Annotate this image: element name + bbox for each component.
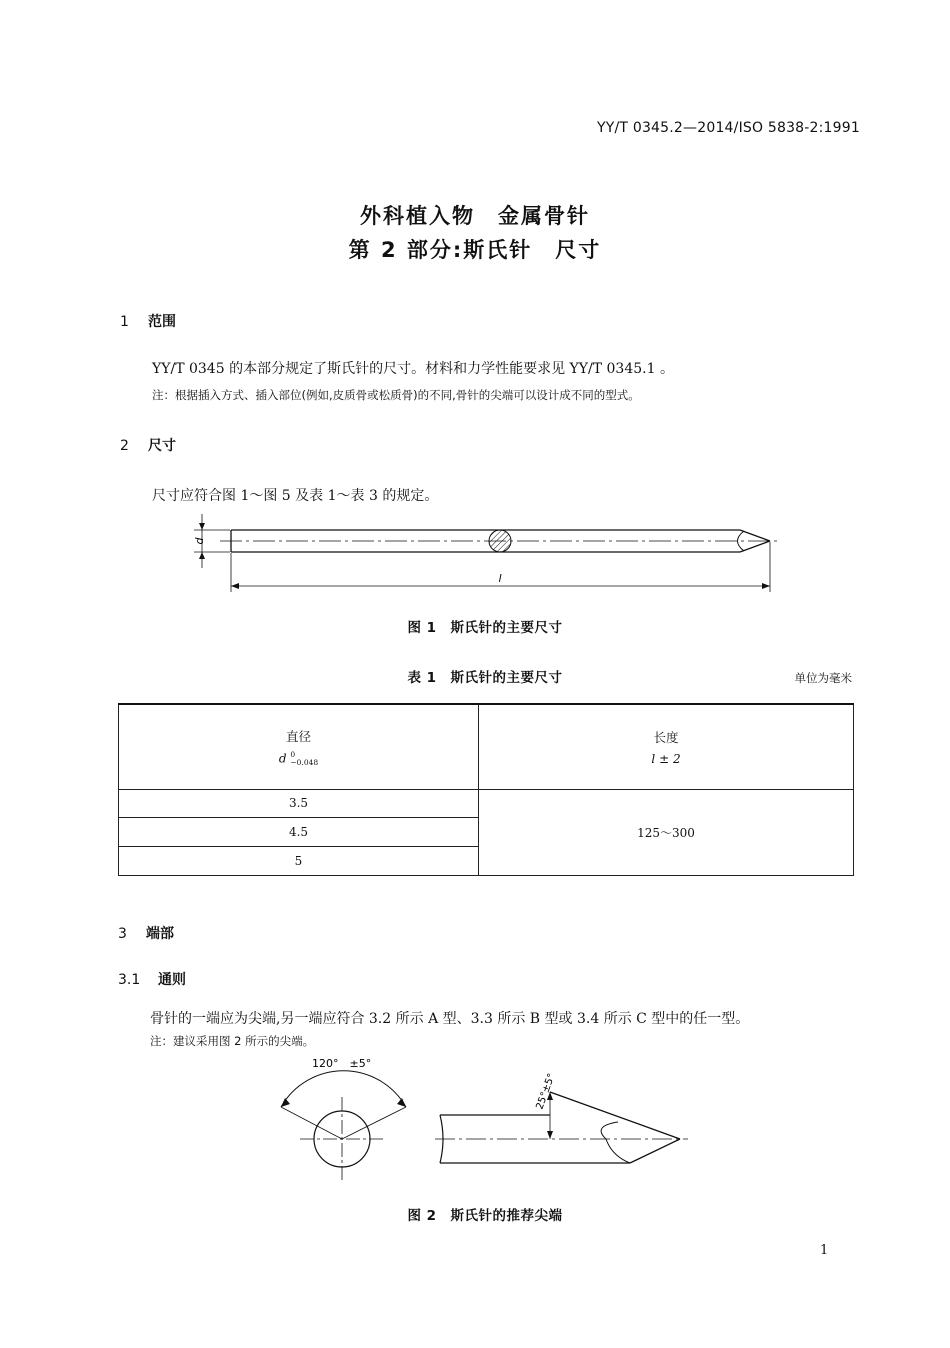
section-2-paragraph: 尺寸应符合图 1～图 5 及表 1～表 3 的规定。 <box>152 488 439 504</box>
section-title: 范围 <box>148 314 176 330</box>
section-number: 2 <box>120 438 129 454</box>
section-1-note: 注：根据插入方式、插入部位(例如,皮质骨或松质骨)的不同,骨针的尖端可以设计成不同的型式。 <box>152 388 640 402</box>
section-3-1-note: 注：建议采用图 2 所示的尖端。 <box>150 1034 315 1048</box>
diameter-header-label: 直径 <box>285 728 311 744</box>
section-1-heading <box>120 311 176 331</box>
section-2-heading <box>120 435 176 455</box>
section-3-1-paragraph: 骨针的一端应为尖端,另一端应符合 3.2 所示 A 型、3.3 所示 B 型或 3.4 所示 C 型中的任一型。 <box>150 1011 750 1027</box>
table-unit: 单位为毫米 <box>794 671 852 685</box>
length-header-label: 长度 <box>653 729 679 745</box>
section-3-1-heading <box>118 969 186 989</box>
figure-2-drawing <box>270 1050 700 1190</box>
section-1-paragraph: YY/T 0345 的本部分规定了斯氏针的尺寸。材料和力学性能要求见 YY/T 0345.1 。 <box>152 361 674 377</box>
diameter-symbol-d: d <box>278 751 287 766</box>
figure-1-drawing <box>180 512 800 602</box>
length-header <box>479 704 854 789</box>
dimension-d-label: d <box>193 537 206 545</box>
figure-2-caption: 图 2 斯氏针的推荐尖端 <box>407 1208 563 1224</box>
angle-label: 120° ±5° <box>312 1057 372 1070</box>
table-1-caption: 表 1 斯氏针的主要尺寸 <box>407 670 563 686</box>
table-row <box>119 789 854 817</box>
diameter-cell: 5 <box>119 846 479 875</box>
length-range-cell: 125～300 <box>479 789 854 875</box>
section-number: 3.1 <box>118 972 141 988</box>
tolerance-lower: −0.048 <box>290 757 319 767</box>
section-number: 3 <box>118 926 127 942</box>
page-number: 1 <box>820 1243 829 1258</box>
diameter-header <box>119 704 479 789</box>
tip-angle-label: 25°±5° <box>534 1072 558 1112</box>
document-title: 外科植入物 金属骨针 <box>360 204 590 228</box>
diameter-cell: 3.5 <box>119 789 479 817</box>
section-3-heading <box>118 923 174 943</box>
dimension-l-label: l <box>498 572 502 585</box>
length-symbol: l ± 2 <box>651 751 681 766</box>
table-header-row <box>119 704 854 789</box>
figure-1-caption: 图 1 斯氏针的主要尺寸 <box>407 620 563 636</box>
document-subtitle: 第 2 部分:斯氏针 尺寸 <box>348 238 602 262</box>
diameter-symbol <box>120 751 477 767</box>
section-title: 端部 <box>146 926 174 942</box>
standard-code: YY/T 0345.2—2014/ISO 5838-2:1991 <box>597 120 860 136</box>
diameter-cell: 4.5 <box>119 817 479 846</box>
dimension-table <box>118 703 854 876</box>
section-title: 尺寸 <box>148 438 176 454</box>
tolerance-upper: 0 <box>290 749 296 759</box>
section-number: 1 <box>120 314 129 330</box>
section-title: 通则 <box>158 972 186 988</box>
